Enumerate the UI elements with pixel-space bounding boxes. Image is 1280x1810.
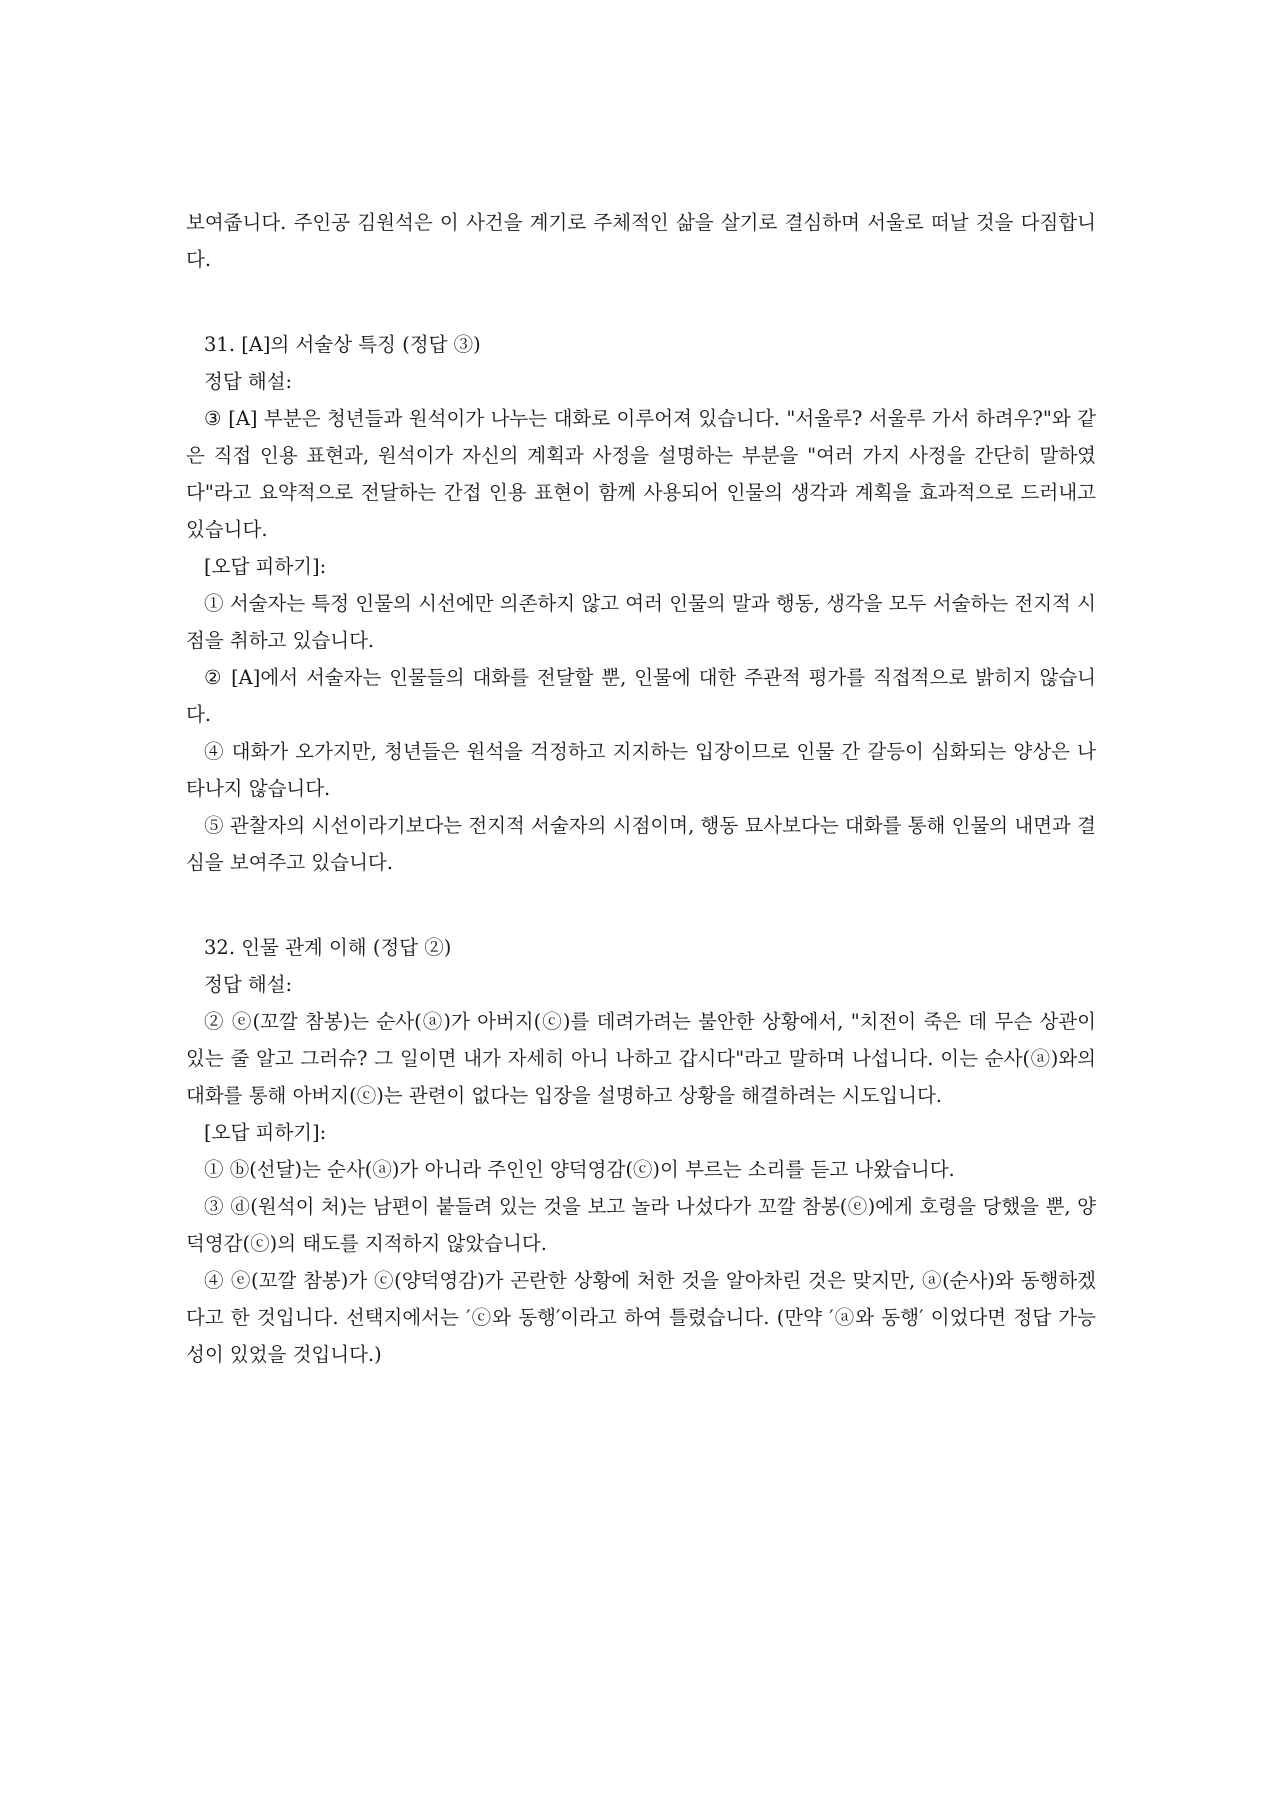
q31-avoid-item-1: ① 서술자는 특정 인물의 시선에만 의존하지 않고 여러 인물의 말과 행동, 생각을 모두 서술하는 전지적 시점을 취하고 있습니다. — [186, 592, 1096, 652]
q31-avoid-item-5: ⑤ 관찰자의 시선이라기보다는 전지적 서술자의 시점이며, 행동 묘사보다는 대화를 통해 인물의 내면과 결심을 보여주고 있습니다. — [186, 814, 1096, 874]
q31-answer-text: ③ [A] 부분은 청년들과 원석이가 나누는 대화로 이루어져 있습니다. "서울루? 서울루 가서 하려우?"와 같은 직접 인용 표현과, 원석이가 자신의 계획과 사정을 설명하는 부분을 "여러 가지 사정을 간단히 말하였다"라고 요약적으로 전달하는 간접 인용 표현이 함께 사용되어 인물의 생각과 계획을 효과적으로 드러내고 있습니다. — [186, 407, 1096, 541]
q31-avoid-item-2: ② [A]에서 서술자는 인물들의 대화를 전달할 뿐, 인물에 대한 주관적 평가를 직접적으로 밝히지 않습니다. — [186, 666, 1096, 726]
q31-avoid-item-4: ④ 대화가 오가지만, 청년들은 원석을 걱정하고 지지하는 입장이므로 인물 간 갈등이 심화되는 양상은 나타나지 않습니다. — [186, 740, 1096, 800]
q32-avoid-item-3: ③ ⓓ(원석이 처)는 남편이 붙들려 있는 것을 보고 놀라 나섰다가 꼬깔 참봉(ⓔ)에게 호령을 당했을 뿐, 양덕영감(ⓒ)의 태도를 지적하지 않았습니다. — [186, 1195, 1096, 1255]
q32-avoid-label: [오답 피하기]: — [204, 1121, 327, 1144]
q31-answer-label: 정답 해설: — [204, 370, 293, 393]
q32-answer-label: 정답 해설: — [204, 973, 293, 996]
q32-avoid-item-4: ④ ⓔ(꼬깔 참봉)가 ⓒ(양덕영감)가 곤란한 상황에 처한 것을 알아차린 것은 맞지만, ⓐ(순사)와 동행하겠다고 한 것입니다. 선택지에서는 ′ⓒ와 동행′이라고 하여 틀렸습니다. (만약 ′ⓐ와 동행′ 이었다면 정답 가능성이 있었을 것입니다.) — [186, 1269, 1096, 1366]
section-gap — [186, 881, 1096, 929]
q31-avoid-label: [오답 피하기]: — [204, 555, 327, 578]
q32-avoid-item-1: ① ⓑ(선달)는 순사(ⓐ)가 아니라 주인인 양덕영감(ⓒ)이 부르는 소리를 듣고 나왔습니다. — [204, 1158, 955, 1181]
document-page — [186, 204, 1096, 1373]
q32-title: 32. 인물 관계 이해 (정답 ②) — [204, 936, 452, 959]
intro-paragraph: 보여줍니다. 주인공 김원석은 이 사건을 계기로 주체적인 삶을 살기로 결심하며 서울로 떠날 것을 다짐합니다. — [186, 211, 1096, 271]
q31-title: 31. [A]의 서술상 특징 (정답 ③) — [204, 333, 481, 356]
q32-answer-text: ② ⓔ(꼬깔 참봉)는 순사(ⓐ)가 아버지(ⓒ)를 데려가려는 불안한 상황에서, "치전이 죽은 데 무슨 상관이 있는 줄 알고 그러슈? 그 일이면 내가 자세히 아니 나하고 갑시다"라고 말하며 나섭니다. 이는 순사(ⓐ)와의 대화를 통해 아버지(ⓒ)는 관련이 없다는 입장을 설명하고 상황을 해결하려는 시도입니다. — [186, 1010, 1096, 1107]
section-gap — [186, 278, 1096, 326]
